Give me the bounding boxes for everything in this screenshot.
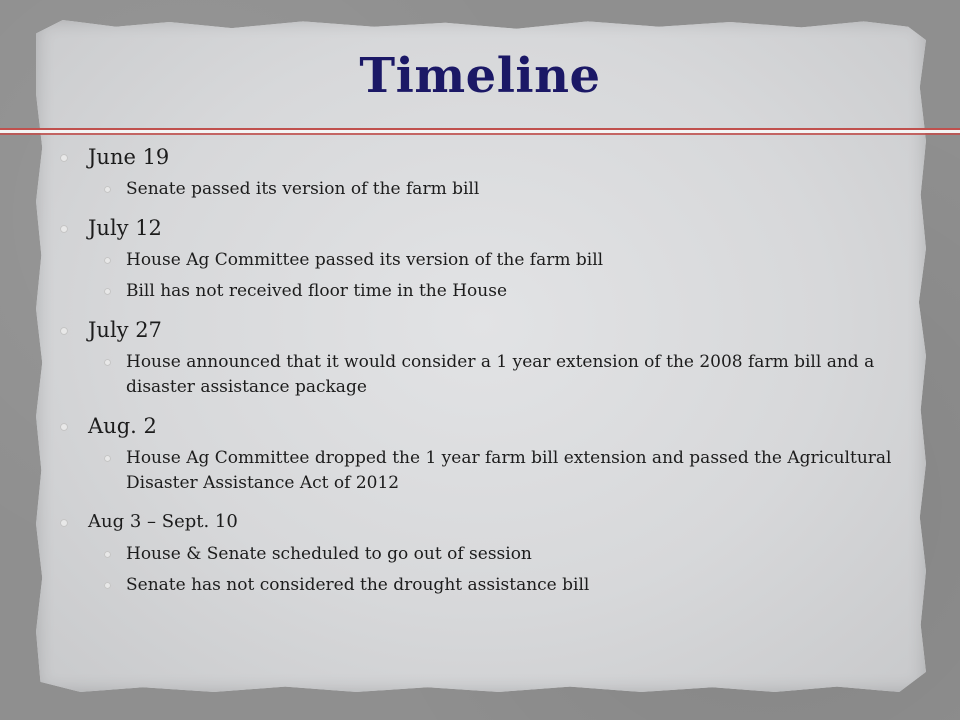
timeline-entry-july-12 xyxy=(60,214,900,304)
sub-bullet-icon xyxy=(104,582,111,589)
entry-detail-text: House Ag Committee passed its version of the farm bill xyxy=(126,250,604,270)
slide-title: Timeline xyxy=(359,48,601,104)
sub-bullet-icon xyxy=(104,257,111,264)
sub-bullet-icon xyxy=(104,288,111,295)
entry-detail xyxy=(88,279,900,304)
entry-detail xyxy=(88,446,900,496)
timeline-entry-june-19 xyxy=(60,143,900,202)
bullet-list xyxy=(60,143,900,610)
entry-detail-text: House Ag Committee dropped the 1 year farm bill extension and passed the Agricultural Disaster Assistance Act of 2012 xyxy=(126,448,892,493)
sub-bullet-icon xyxy=(104,551,111,558)
timeline-entry-aug-3-sept-10 xyxy=(60,508,900,598)
entry-detail-text: Senate passed its version of the farm bill xyxy=(126,179,480,199)
bullet-icon xyxy=(60,423,68,431)
timeline-entry-aug-2 xyxy=(60,412,900,496)
entry-detail-text: House announced that it would consider a 1 year extension of the 2008 farm bill and a disaster assistance package xyxy=(126,352,875,397)
entry-date: June 19 xyxy=(88,145,170,169)
bullet-icon xyxy=(60,327,68,335)
entry-detail xyxy=(88,573,900,598)
title-divider-red-bottom xyxy=(0,133,960,135)
entry-detail-text: House & Senate scheduled to go out of session xyxy=(126,544,532,564)
entry-detail xyxy=(88,248,900,273)
bullet-icon xyxy=(60,154,68,162)
entry-date: July 12 xyxy=(88,216,162,240)
entry-detail-text: Senate has not considered the drought assistance bill xyxy=(126,575,590,595)
entry-detail xyxy=(88,177,900,202)
sub-bullet-icon xyxy=(104,186,111,193)
entry-date: July 27 xyxy=(88,318,162,342)
timeline-entry-july-27 xyxy=(60,316,900,400)
entry-date: Aug. 2 xyxy=(88,414,157,438)
bullet-icon xyxy=(60,519,68,527)
entry-detail-text: Bill has not received floor time in the House xyxy=(126,281,508,301)
entry-detail xyxy=(88,350,900,400)
sub-bullet-icon xyxy=(104,455,111,462)
sub-bullet-icon xyxy=(104,359,111,366)
entry-detail xyxy=(88,542,900,567)
entry-date: Aug 3 – Sept. 10 xyxy=(88,511,238,532)
bullet-icon xyxy=(60,225,68,233)
